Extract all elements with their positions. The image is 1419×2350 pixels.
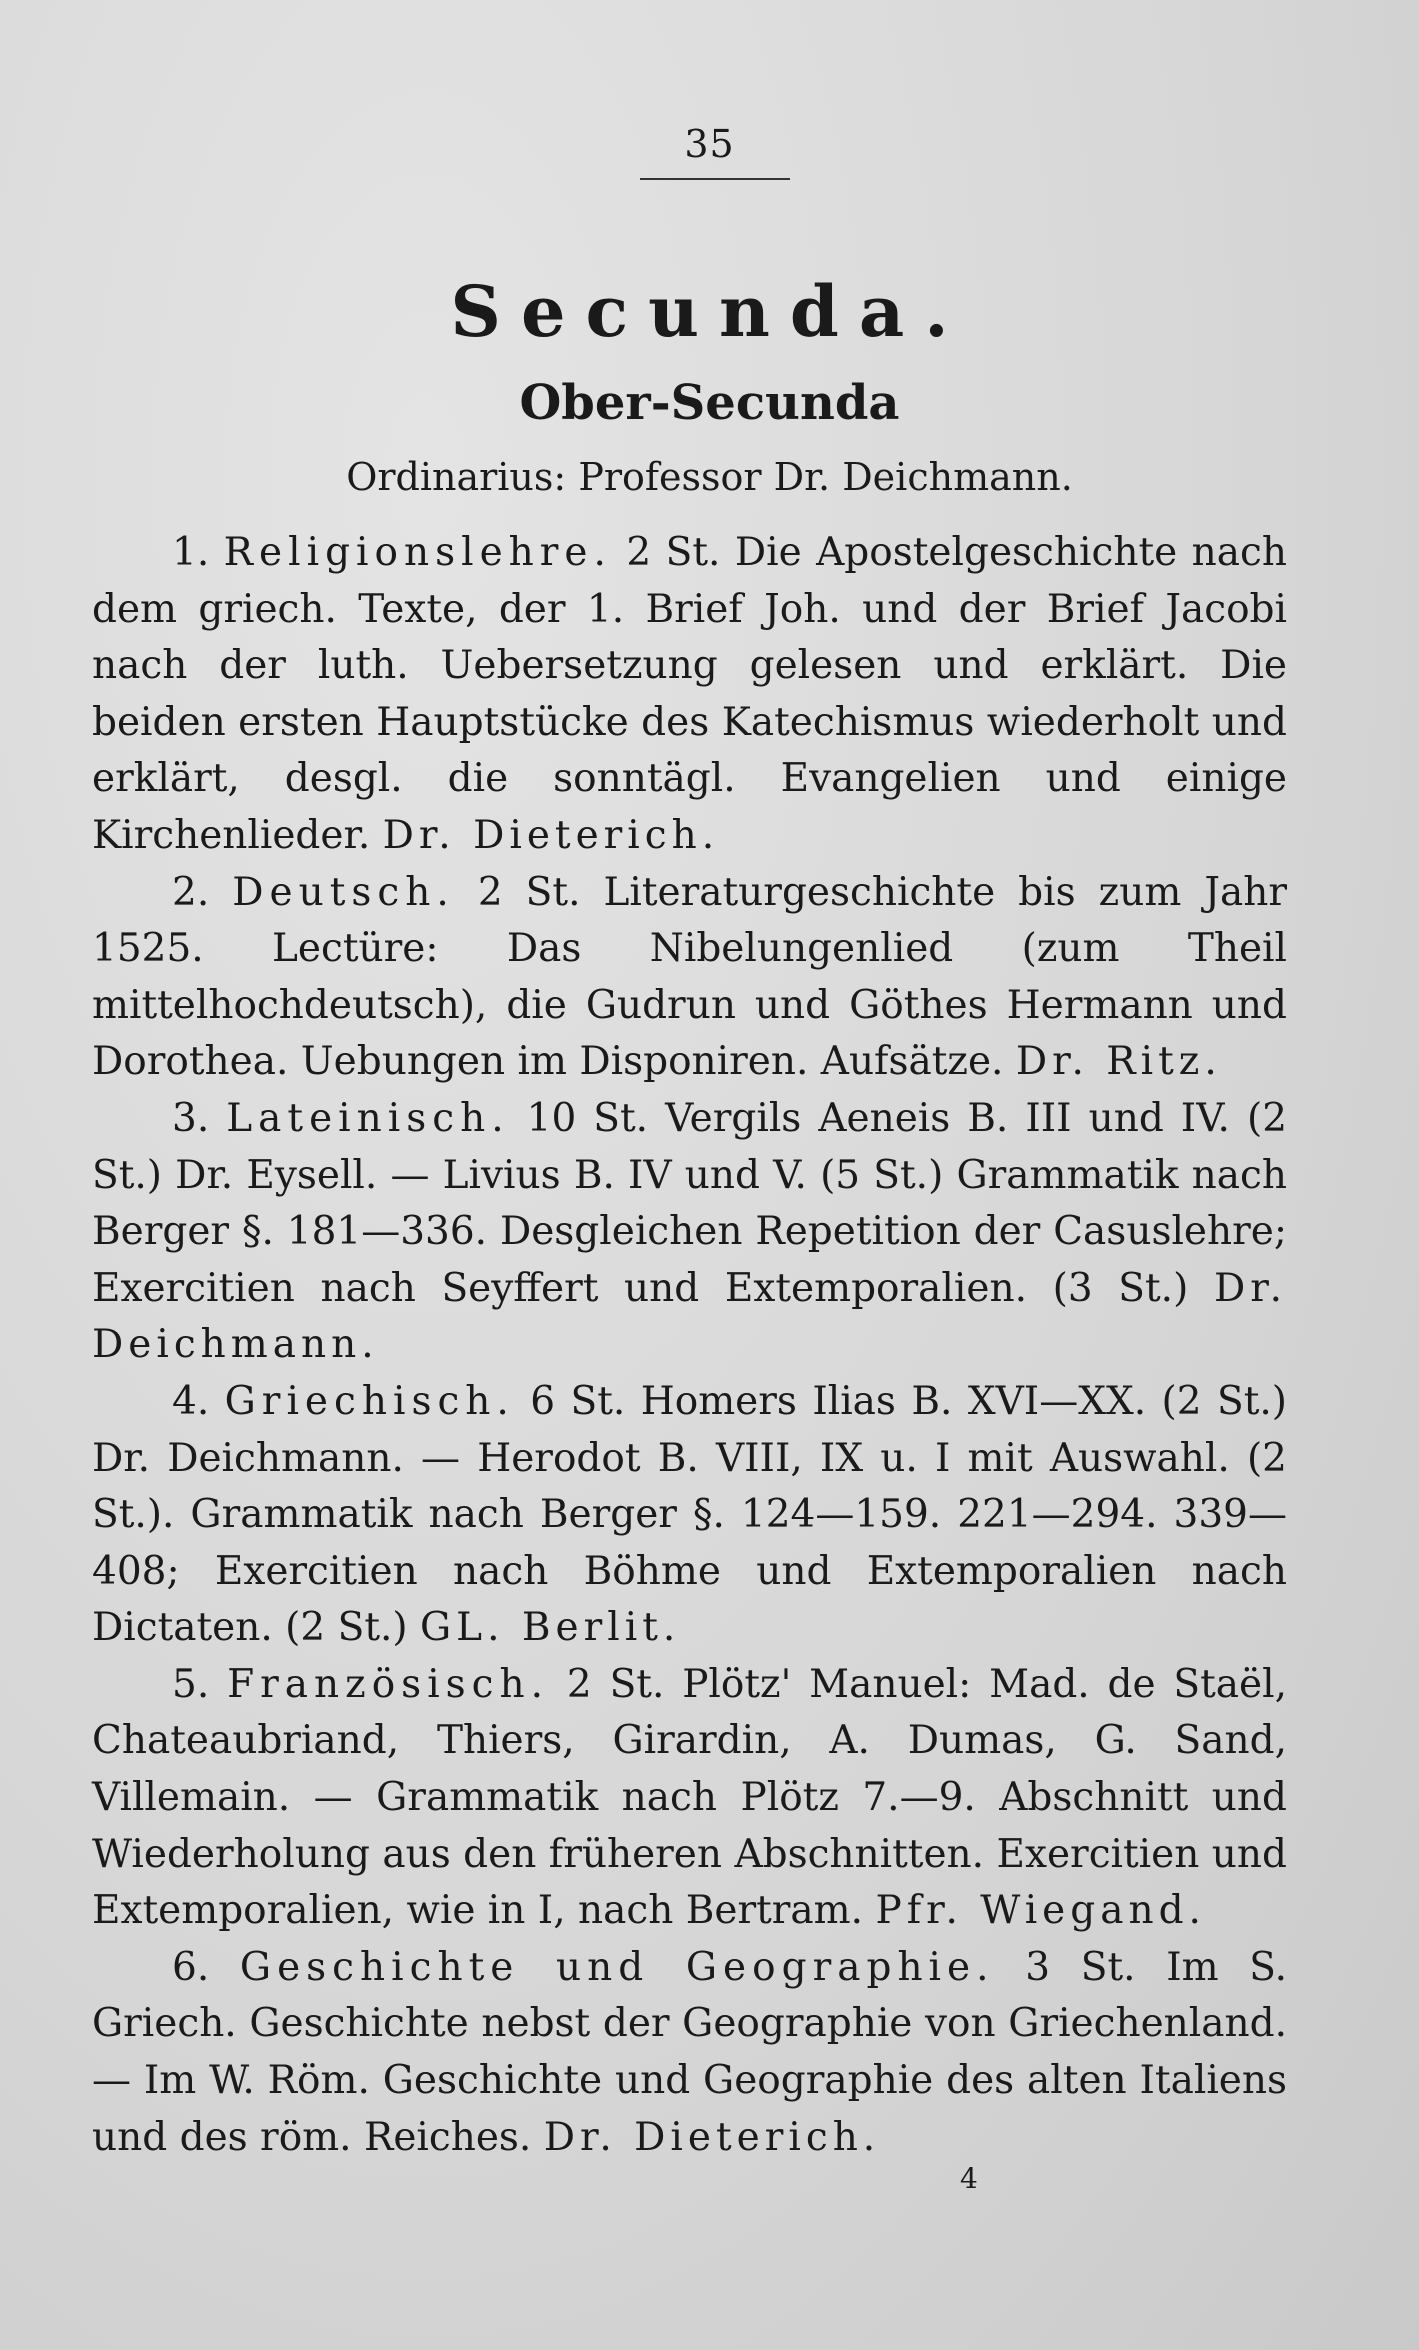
page-number: 35: [684, 122, 735, 166]
subject-text: 2 St. Plötz' Manuel: Mad. de Staël, Chateaubriand, Thiers, Girardin, A. Dumas, G. Sand, Villemain. — Grammatik nach Plötz 7.—9. Abschnitt und Wiederholung aus den früheren Abschnitten. Exercitien und Extemporalien, wie in I, nach Bertram.: [92, 1661, 1288, 1934]
ordinarius-label: Ordinarius:: [346, 455, 567, 499]
subject-number: 3.: [172, 1095, 210, 1141]
subject-name: Religionslehre.: [223, 530, 612, 575]
subject-teacher: GL. Berlit.: [420, 1605, 681, 1651]
subject-text: 10 St. Vergils Aeneis B. III und IV. (2 St.) Dr. Eysell. — Livius B. IV und V. (5 St.) Grammatik nach Berger §. 181—336. Desgleichen Repetition der Casuslehre; Exercitien nach Seyffert und Extemporalien. (3 St.): [92, 1095, 1288, 1311]
subject-paragraph: [92, 1374, 1287, 1657]
subject-teacher: Pfr. Wiegand.: [875, 1888, 1206, 1934]
page-number-rule: [640, 178, 790, 180]
ordinarius-name: Professor Dr. Deichmann.: [578, 455, 1073, 499]
subject-text: 6 St. Homers Ilias B. XVI—XX. (2 St.) Dr. Deichmann. — Herodot B. VIII, IX u. I mit Auswahl. (2 St.). Grammatik nach Berger §. 124—159. 221—294. 339—408; Exercitien nach Böhme und Extemporalien nach Dictaten. (2 St.): [92, 1378, 1287, 1651]
subject-number: 1.: [172, 530, 210, 575]
subject-name: Lateinisch.: [226, 1095, 510, 1141]
subject-paragraph: [92, 865, 1287, 1091]
subject-text: 2 St. Die Apostelgeschichte nach dem griech. Texte, der 1. Brief Joh. und der Brief Jacobi nach der luth. Uebersetzung gelesen und erklärt. Die beiden ersten Hauptstücke des Katechismus wiederholt und erklärt, desgl. die sonntägl. Evangelien und einige Kirchenlieder.: [92, 530, 1287, 858]
subject-paragraph: [92, 1940, 1287, 2166]
signature-mark: 4: [960, 2162, 978, 2195]
section-title: Secunda.: [450, 270, 969, 353]
subject-number: 2.: [172, 869, 210, 915]
subject-number: 6.: [172, 1944, 210, 1990]
subject-teacher: Dr. Dieterich.: [382, 812, 720, 858]
subject-paragraph: [92, 525, 1287, 865]
subject-text: 2 St. Literaturgeschichte bis zum Jahr 1525. Lectüre: Das Nibelungenlied (zum Theil mittelhochdeutsch), die Gudrun und Göthes Hermann und Dorothea. Uebungen im Disponiren. Aufsätze.: [92, 869, 1287, 1085]
subject-name: Geschichte und Geographie.: [239, 1944, 995, 1990]
subject-teacher: Dr. Deichmann.: [92, 1265, 1287, 1368]
subject-number: 5.: [172, 1661, 210, 1707]
subject-paragraph: [92, 1091, 1287, 1374]
subject-paragraph: [92, 1657, 1287, 1940]
subject-number: 4.: [172, 1378, 210, 1424]
ordinarius-line: [0, 455, 1419, 499]
subject-name: Französisch.: [227, 1661, 550, 1707]
subject-text: 3 St. Im S. Griech. Geschichte nebst der Geographie von Griechenland. — Im W. Röm. Geschichte und Geographie des alten Italiens und des röm. Reiches.: [92, 1944, 1288, 2160]
subject-teacher: Dr. Dieterich.: [543, 2114, 881, 2160]
sub-title: Ober-Secunda: [519, 375, 900, 431]
subjects-list: [92, 525, 1287, 2166]
subject-name: Griechisch.: [224, 1378, 515, 1424]
subject-name: Deutsch.: [232, 869, 455, 915]
subject-teacher: Dr. Ritz.: [1015, 1039, 1222, 1085]
